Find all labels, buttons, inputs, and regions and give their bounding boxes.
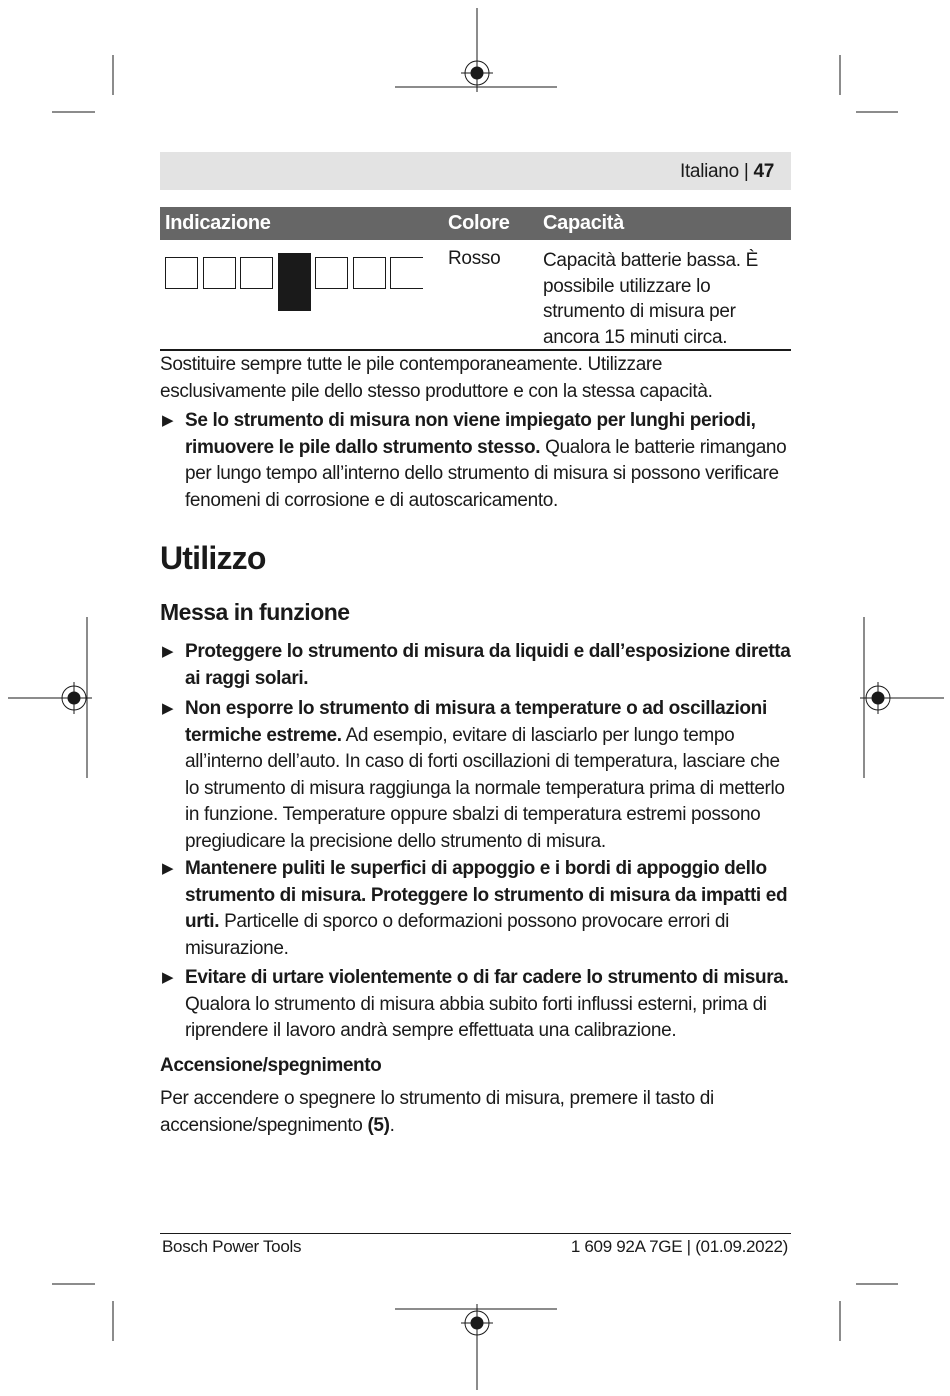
onoff-ref: (5) bbox=[367, 1114, 390, 1136]
page-number: 47 bbox=[753, 161, 774, 182]
bullet-text: Qualora le batterie rimangano per lungo tempo all’interno dello strumento di misura si possono verificare fenomeni di corrosione e di autoscaricamento. bbox=[185, 436, 787, 511]
battery-segment-empty bbox=[165, 257, 198, 289]
header-separator: | bbox=[743, 161, 749, 182]
table-row bbox=[160, 240, 791, 351]
bullet-item bbox=[160, 639, 791, 692]
table-header bbox=[160, 207, 791, 240]
bullet-bold: Se lo strumento di misura non viene impiegato per lunghi periodi, rimuovere le pile dallo strumento stesso. bbox=[185, 410, 756, 458]
bullet-triangle-icon: ▶ bbox=[162, 860, 174, 877]
battery-segment-empty bbox=[240, 257, 273, 289]
page-header bbox=[160, 152, 791, 190]
bullet-text: Particelle di sporco o deformazioni possono provocare errori di misurazione. bbox=[185, 911, 730, 959]
footer-brand: Bosch Power Tools bbox=[162, 1237, 302, 1256]
subsection-title: Messa in funzione bbox=[160, 599, 350, 625]
cell-capacity: Capacità batterie bassa. È possibile utilizzare lo strumento di misura per ancora 15 minuti circa. bbox=[543, 250, 759, 348]
bullet-bold: Proteggere lo strumento di misura da liquidi e dall’esposizione diretta ai raggi solari. bbox=[185, 641, 791, 689]
header-text bbox=[680, 161, 774, 183]
bullet-bold: Non esporre lo strumento di misura a temperature o ad oscillazioni termiche estreme. bbox=[185, 698, 767, 746]
battery-indicator-table bbox=[160, 207, 791, 351]
header-indication: Indicazione bbox=[165, 212, 271, 234]
battery-segment-empty bbox=[353, 257, 386, 289]
header-language: Italiano bbox=[679, 161, 739, 182]
bullet-text: Qualora lo strumento di misura abbia subito forti influssi esterni, prima di riprendere il lavoro andrà sempre effettuata una calibrazione. bbox=[185, 993, 767, 1041]
bullet-item bbox=[160, 965, 791, 1045]
section-title: Utilizzo bbox=[160, 540, 266, 576]
battery-segment-empty bbox=[315, 257, 348, 289]
bullet-item bbox=[160, 696, 791, 855]
bullet-triangle-icon: ▶ bbox=[162, 412, 174, 429]
bullet-item bbox=[160, 856, 791, 962]
bullet-bold: Evitare di urtare violentemente o di far cadere lo strumento di misura. bbox=[185, 967, 789, 988]
battery-segment-empty bbox=[390, 257, 423, 289]
onoff-end: . bbox=[389, 1114, 395, 1136]
header-capacity: Capacità bbox=[543, 212, 624, 234]
onoff-paragraph bbox=[160, 1086, 791, 1139]
bullet-bold: Mantenere puliti le superfici di appoggio e i bordi di appoggio dello strumento di misura. Proteggere lo strumento di misura da impatti ed urti. bbox=[185, 858, 788, 932]
bullet-triangle-icon: ▶ bbox=[162, 643, 174, 660]
cell-color: Rosso bbox=[448, 248, 501, 269]
battery-segment-filled bbox=[278, 253, 311, 311]
battery-segment-empty bbox=[203, 257, 236, 289]
onoff-text: Per accendere o spegnere lo strumento di misura, premere il tasto di accensione/spegnimento bbox=[160, 1088, 714, 1136]
battery-note bbox=[160, 408, 791, 514]
bullet-triangle-icon: ▶ bbox=[162, 700, 174, 717]
footer-docref: 1 609 92A 7GE | (01.09.2022) bbox=[570, 1237, 788, 1256]
onoff-title: Accensione/spegnimento bbox=[160, 1055, 382, 1076]
header-color: Colore bbox=[448, 212, 510, 234]
bullet-triangle-icon: ▶ bbox=[162, 969, 174, 986]
intro-paragraph: Sostituire sempre tutte le pile contemporaneamente. Utilizzare esclusivamente pile dello stesso produttore e con la stessa capacità. bbox=[160, 354, 713, 402]
battery-segment-icon bbox=[165, 253, 425, 305]
footer-rule bbox=[160, 1233, 791, 1234]
bullet-text: Ad esempio, evitare di lasciarlo per lungo tempo all’interno dell’auto. In caso di forti oscillazioni di temperatura, lasciare che lo strumento di misura raggiunga la normale temperatura prima di metterlo in funzione. Temperature oppure sbalzi di temperatura estremi possono pregiudicare la precisione dello strumento di misura. bbox=[185, 724, 785, 852]
